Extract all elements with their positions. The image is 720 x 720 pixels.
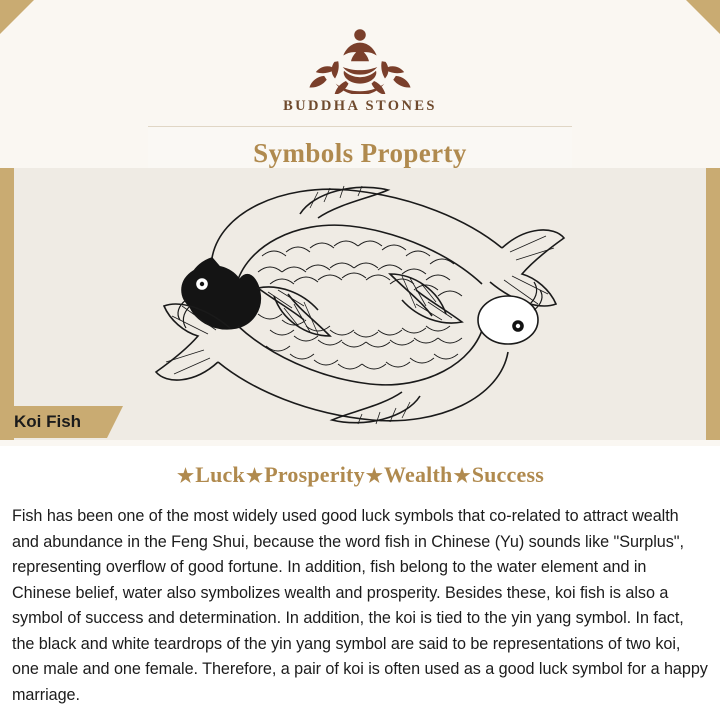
page-title: Symbols Property — [253, 137, 467, 168]
brand-logo — [0, 22, 720, 115]
keyword-list — [12, 462, 708, 488]
star-icon: ★ — [245, 466, 264, 487]
caption-tag — [0, 406, 107, 438]
caption-label: Koi Fish — [14, 412, 82, 431]
body-paragraph: Fish has been one of the most widely used good luck symbols that co-related to attract wealth and abundance in the Feng Shui, because the word fish in Chinese (Yu) sounds like "Surplus", representing overflow of good fortune. In addition, fish belong to the water element and in Chinese belief, water also symbolizes wealth and prosperity. Besides these, koi fish is also a symbol of success and determination. In addition, the koi is tied to the yin yang symbol. In fact, the black and white teardrops of the yin yang symbol are said to be representations of two koi, one male and one female. Therefore, a pair of koi is often used as a good luck symbol for a happy marriage. — [12, 507, 708, 704]
illustration-area — [14, 168, 706, 440]
star-icon: ★ — [177, 466, 195, 487]
description-block — [0, 446, 720, 720]
keyword-prosperity: Prosperity — [264, 462, 365, 487]
keyword-success: Success — [471, 462, 544, 487]
brand-name: BUDDHA STONES — [283, 98, 437, 114]
star-icon: ★ — [453, 466, 471, 487]
edge-band-right — [706, 168, 720, 440]
koi-fish-yin-yang-illustration — [150, 168, 570, 440]
lotus-meditation-icon — [296, 22, 424, 94]
star-icon: ★ — [365, 466, 384, 487]
edge-band-left — [0, 168, 14, 440]
keyword-wealth: Wealth — [384, 462, 453, 487]
keyword-luck: Luck — [195, 462, 245, 487]
